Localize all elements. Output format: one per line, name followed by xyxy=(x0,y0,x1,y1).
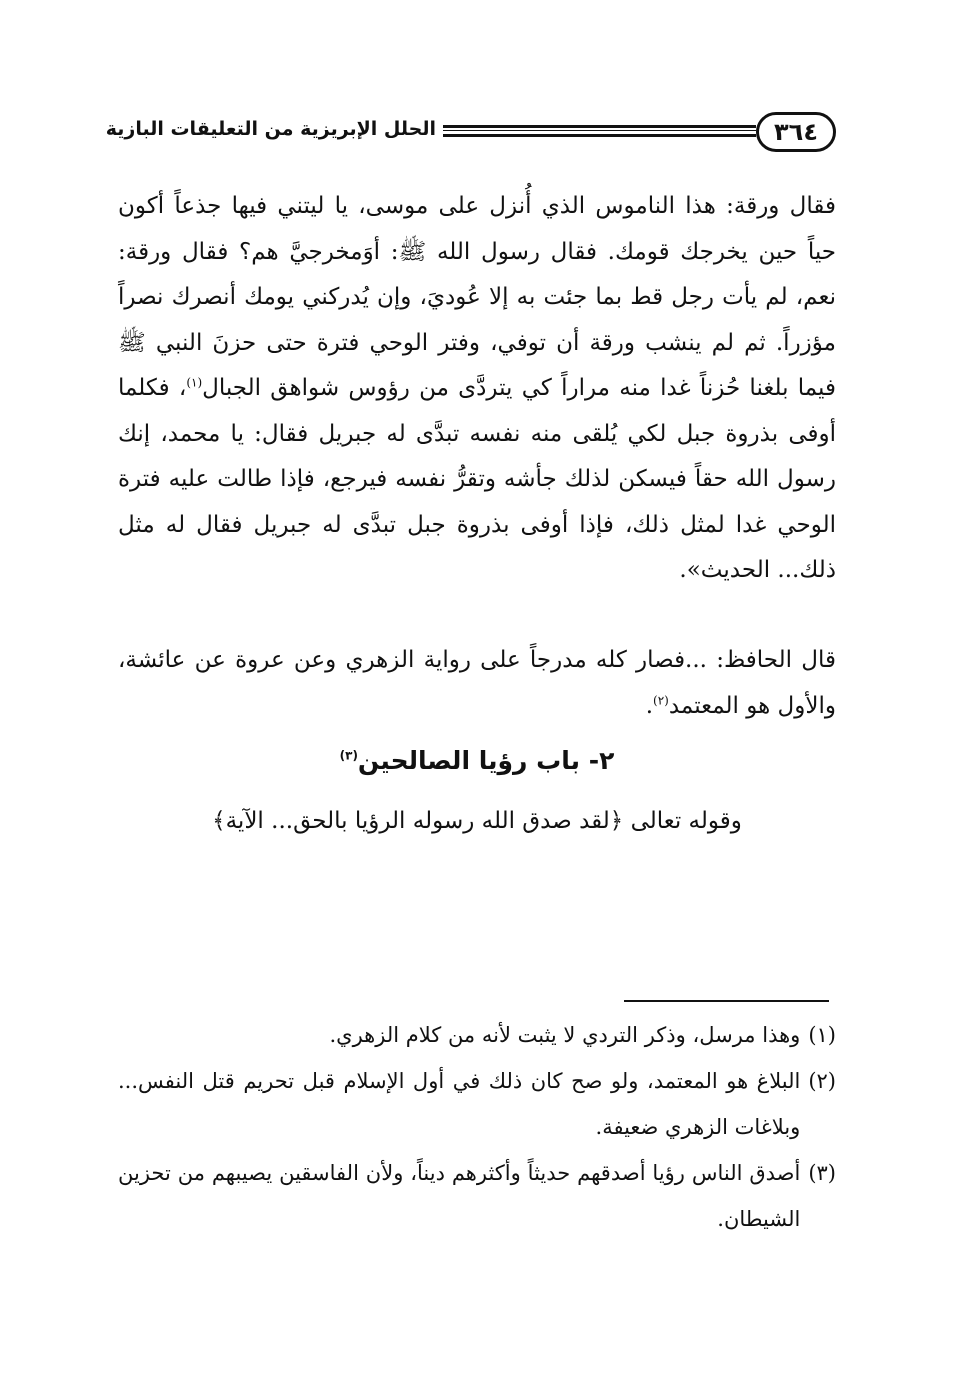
footnote-text: أصدق الناس رؤيا أصدقهم حديثاً وأكثرهم ديناً، ولأن الفاسقين يصيبهم من تحزين الشيطان. xyxy=(118,1161,801,1231)
book-title: الحلل الإبريزية من التعليقات البازية xyxy=(105,118,436,140)
footnote-number: (٢) xyxy=(808,1069,836,1093)
header-rule xyxy=(443,125,756,137)
paragraph-1 xyxy=(118,184,836,594)
footnotes xyxy=(118,1012,836,1242)
paragraph-2 xyxy=(118,638,836,729)
paragraph-2-text: قال الحافظ: ...فصار كله مدرجاً على رواية الزهري وعن عروة عن عائشة، والأول هو المعتمد xyxy=(118,647,836,719)
footnote-text: البلاغ هو المعتمد، ولو صح كان ذلك في أول الإسلام قبل تحريم قتل النفس... وبلاغات الزهري ضعيفة. xyxy=(118,1069,801,1139)
footnote-ref-2: (٢) xyxy=(653,692,669,707)
footnote-1 xyxy=(118,1012,836,1058)
section-heading-text: ٢- باب رؤيا الصالحين xyxy=(357,746,615,775)
paragraph-1-continuation: ، فكلما أوفى بذروة جبل لكي يُلقى منه نفسه تبدَّى له جبريل فقال: يا محمد، إنك رسول الله حقاً فيسكن لذلك جأشه وتقرُّ نفسه فيرجع، فإذا طالت عليه فترة الوحي غدا لمثل ذلك، فإذا أوفى بذروة جبل تبدَّى له جبريل فقال له مثل ذلك... الحديث». xyxy=(118,375,836,583)
footnote-number: (٣) xyxy=(808,1161,836,1185)
footnote-separator xyxy=(624,1000,829,1002)
paragraph-1-text: فقال ورقة: هذا الناموس الذي أُنزل على موسى، يا ليتني فيها جذعاً أكون حياً حين يخرجك قومك. فقال رسول الله ﷺ: أوَمخرجيَّ هم؟ فقال ورقة: نعم، لم يأت رجل قط بما جئت به إلا عُوديَ، وإن يُدركني يومك أنصرك نصراً مؤزراً. ثم لم ينشب ورقة أن توفي، وفتر الوحي فترة حتى حزنَ النبي ﷺ فيما بلغنا حُزناً غدا منه مراراً كي يتردَّى من رؤوس شواهق الجبال xyxy=(118,193,836,401)
verse-line: وقوله تعالى ﴿لقد صدق الله رسوله الرؤيا بالحق... الآية﴾ xyxy=(212,808,742,834)
page-header xyxy=(105,112,836,154)
footnote-ref-3: (٣) xyxy=(339,748,358,763)
footnote-text: وهذا مرسل، وذكر التردي لا يثبت لأنه من كلام الزهري. xyxy=(329,1023,801,1047)
section-heading xyxy=(118,746,836,775)
footnote-ref-1: (١) xyxy=(186,375,203,390)
paragraph-2-end: . xyxy=(645,692,653,719)
footnote-2 xyxy=(118,1058,836,1150)
footnote-number: (١) xyxy=(808,1023,836,1047)
footnote-3 xyxy=(118,1150,836,1242)
page-number: ٣٦٤ xyxy=(756,112,836,152)
